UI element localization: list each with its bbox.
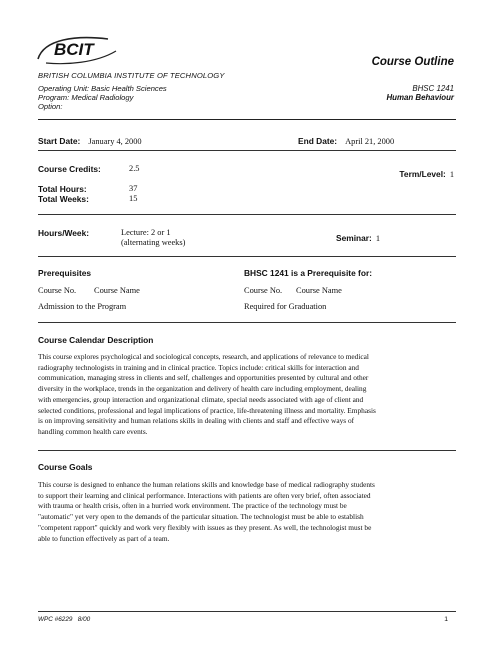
lecture-note: (alternating weeks) xyxy=(121,238,186,247)
term-label: Term/Level: xyxy=(399,169,446,179)
seminar-value: 1 xyxy=(375,234,381,243)
seminar xyxy=(336,228,380,246)
lecture-hours: Lecture: 2 or 1 xyxy=(121,228,171,237)
hours-divider xyxy=(38,256,456,257)
start-date-value: January 4, 2000 xyxy=(88,137,142,146)
seminar-label: Seminar: xyxy=(336,233,372,243)
prereq-col-name: Course Name xyxy=(94,286,140,295)
prereq-col-no: Course No. xyxy=(38,286,77,295)
hours-week-label: Hours/Week: xyxy=(38,228,90,238)
total-hours-label: Total Hours: xyxy=(38,184,87,194)
total-hours-value: 37 xyxy=(129,184,138,193)
goals-body xyxy=(38,480,456,544)
term-level xyxy=(399,164,454,182)
goals-line: to support their learning and clinical performance. Interactions with patients are often very brief, often associated xyxy=(38,490,371,500)
goals-line: This course is designed to enhance the human relations skills and knowledge base of medical radiography students xyxy=(38,480,375,489)
form-code xyxy=(38,616,90,623)
goals-line: able to function effectively as part of a team. xyxy=(38,533,170,543)
start-date-label: Start Date: xyxy=(38,136,81,146)
program: Program: Medical Radiology xyxy=(38,93,134,102)
institution-name: BRITISH COLUMBIA INSTITUTE OF TECHNOLOGY xyxy=(38,71,225,80)
bcit-logo xyxy=(36,33,122,67)
dates-divider xyxy=(38,150,456,151)
operating-unit: Operating Unit: Basic Health Sciences xyxy=(38,84,167,93)
credits-divider xyxy=(38,214,456,215)
page-number: 1 xyxy=(444,616,448,623)
description-line: radiography technologists in training and in clinical practice. Topics include: critical skills for interaction and xyxy=(38,362,359,372)
end-date xyxy=(298,131,394,149)
end-date-label: End Date: xyxy=(298,136,338,146)
description-heading: Course Calendar Description xyxy=(38,335,154,345)
prereq-for-heading: BHSC 1241 is a Prerequisite for: xyxy=(244,268,373,278)
total-weeks-label: Total Weeks: xyxy=(38,194,89,204)
form-code-number: WPC #6229 xyxy=(38,616,73,623)
start-date xyxy=(38,131,142,149)
end-date-value: April 21, 2000 xyxy=(345,137,395,146)
goals-line: "automatic" yet very open to the demands of the particular situation. The technologist must be able to establish xyxy=(38,512,364,522)
prereq-item: Admission to the Program xyxy=(38,302,127,311)
goals-heading: Course Goals xyxy=(38,462,93,472)
course-title: Human Behaviour xyxy=(386,93,454,102)
description-line: handling common health care events. xyxy=(38,426,148,436)
description-line: selected conditions, professional and legal implications of practice, life-threatening illness and mortality. Emphasis xyxy=(38,405,376,415)
form-code-date: 8/00 xyxy=(77,616,91,623)
description-line: is on improving sensitivity and human relations skills in dealing with clients and staff and effective ways of xyxy=(38,416,355,426)
goals-line: "competent rapport" quickly and work very flexibly with issues as they present. As well, the technologist must be xyxy=(38,522,372,532)
description-line: diversity in the workplace, trends in the organization and delivery of health care including employment, dealing xyxy=(38,384,367,394)
header-divider xyxy=(38,119,456,120)
course-code: BHSC 1241 xyxy=(412,84,454,93)
term-value: 1 xyxy=(449,170,454,179)
goals-line: with trauma or health crisis, often in a hurried work environment. The practice of the technology must be xyxy=(38,501,347,511)
description-divider xyxy=(38,450,456,451)
logo-text: BCIT xyxy=(54,40,94,59)
prereq-heading: Prerequisites xyxy=(38,268,92,278)
prereq-for-item: Required for Graduation xyxy=(244,302,327,311)
description-body xyxy=(38,352,456,438)
prereq-divider xyxy=(38,322,456,323)
option: Option: xyxy=(38,102,63,111)
credits-value: 2.5 xyxy=(129,164,140,173)
credits-label: Course Credits: xyxy=(38,164,101,174)
doc-type: Course Outline xyxy=(371,56,454,68)
prereq-for-col-no: Course No. xyxy=(244,286,283,295)
total-weeks-value: 15 xyxy=(129,194,138,203)
bcit-logo-mark xyxy=(36,33,122,67)
description-line: with emergencies, group interaction and organizational climate, special needs associated with age of client and xyxy=(38,394,364,404)
footer-divider xyxy=(38,611,456,612)
prereq-for-col-name: Course Name xyxy=(296,286,342,295)
description-line: communication, managing stress in clients and self, challenges and opportunities presented by cultural and other xyxy=(38,373,369,383)
description-line: This course explores psychological and sociological concepts, research, and applications of relevance to medical xyxy=(38,352,369,361)
